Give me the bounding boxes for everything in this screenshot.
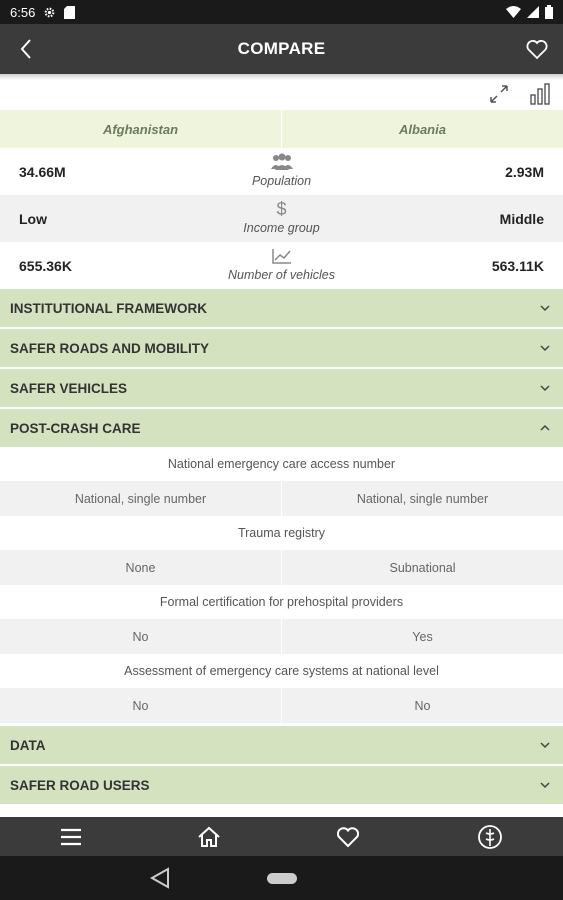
section-title: DATA xyxy=(10,737,46,753)
section-title: INSTITUTIONAL FRAMEWORK xyxy=(10,300,207,316)
back-triangle-icon[interactable] xyxy=(148,866,172,890)
status-time: 6:56 xyxy=(10,4,36,20)
page-title: COMPARE xyxy=(237,39,326,58)
indicator-label: Formal certification for prehospital providers xyxy=(0,585,563,619)
chevron-up-icon xyxy=(539,422,551,434)
chevron-down-icon xyxy=(539,382,551,394)
back-arrow-icon[interactable] xyxy=(14,36,40,62)
population-icon xyxy=(271,153,293,171)
bar-chart-icon[interactable] xyxy=(529,83,551,105)
indicator-left-value: National, single number xyxy=(74,491,207,506)
indicator-label: Assessment of emergency care systems at national level xyxy=(0,654,563,688)
trend-chart-icon xyxy=(272,248,292,264)
bottom-navigation xyxy=(0,817,563,856)
indicator-values xyxy=(0,619,563,654)
section-data[interactable] xyxy=(0,726,563,764)
system-navigation-bar xyxy=(0,856,563,900)
section-safer-vehicles[interactable] xyxy=(0,369,563,407)
battery-icon xyxy=(545,5,553,19)
indicator-values xyxy=(0,688,563,723)
who-logo-icon[interactable] xyxy=(477,824,503,850)
chevron-down-icon xyxy=(539,342,551,354)
indicator-values xyxy=(0,550,563,585)
country-right[interactable]: Albania xyxy=(281,110,563,148)
indicator-right-value: Yes xyxy=(281,619,563,654)
indicator-left-value: No xyxy=(132,629,149,644)
section-title: POST-CRASH CARE xyxy=(10,420,141,436)
stat-label: Population xyxy=(251,174,312,188)
sd-card-icon xyxy=(64,6,75,19)
stat-label: Income group xyxy=(243,221,320,235)
stat-right-value: 2.93M xyxy=(505,163,544,180)
country-left[interactable]: Afghanistan xyxy=(102,121,179,137)
view-tools xyxy=(0,80,563,110)
section-institutional-framework[interactable] xyxy=(0,289,563,327)
indicator-values xyxy=(0,481,563,516)
dollar-icon: $ xyxy=(276,198,287,219)
signal-icon xyxy=(527,6,539,18)
section-post-crash-care[interactable] xyxy=(0,409,563,447)
country-header xyxy=(0,110,563,148)
settings-gear-icon xyxy=(43,6,56,19)
menu-icon[interactable] xyxy=(58,824,84,850)
stat-row-income xyxy=(0,195,563,242)
indicator-label: Trauma registry xyxy=(0,516,563,550)
indicator-right-value: Subnational xyxy=(281,550,563,585)
indicator-left-value: None xyxy=(125,560,156,575)
section-safer-roads[interactable] xyxy=(0,329,563,367)
indicator-label: National emergency care access number xyxy=(0,447,563,481)
favorites-heart-icon[interactable] xyxy=(335,824,361,850)
chevron-down-icon xyxy=(539,739,551,751)
stat-left-value: Low xyxy=(19,210,47,227)
home-pill[interactable] xyxy=(267,873,297,884)
wifi-icon xyxy=(506,6,521,18)
stat-right-value: Middle xyxy=(499,210,544,227)
stat-row-vehicles xyxy=(0,242,563,289)
section-safer-road-users[interactable] xyxy=(0,766,563,804)
stat-left-value: 34.66M xyxy=(19,163,66,180)
stat-label: Number of vehicles xyxy=(228,268,335,282)
section-title: SAFER VEHICLES xyxy=(10,380,128,396)
favorite-heart-icon[interactable] xyxy=(525,37,549,61)
indicator-right-value: National, single number xyxy=(281,481,563,516)
chevron-down-icon xyxy=(539,302,551,314)
stat-left-value: 655.36K xyxy=(19,257,72,274)
section-title: SAFER ROAD USERS xyxy=(10,777,150,793)
expand-icon[interactable] xyxy=(489,84,509,104)
indicator-left-value: No xyxy=(132,698,149,713)
stat-right-value: 563.11K xyxy=(491,257,544,274)
indicator-right-value: No xyxy=(281,688,563,723)
section-title: SAFER ROADS AND MOBILITY xyxy=(10,340,209,356)
stat-row-population xyxy=(0,148,563,195)
status-bar xyxy=(0,0,563,24)
home-icon[interactable] xyxy=(196,824,222,850)
app-bar xyxy=(0,24,563,74)
chevron-down-icon xyxy=(539,779,551,791)
